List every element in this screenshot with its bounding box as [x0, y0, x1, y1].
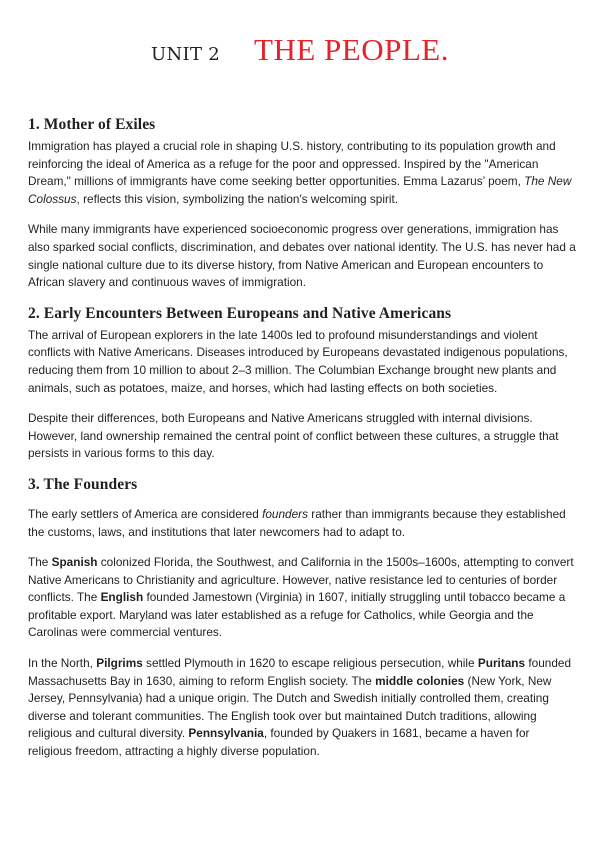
italic-title: The New Colossus [28, 174, 572, 206]
unit-label: UNIT 2 [151, 44, 221, 65]
bold-term: Puritans [477, 656, 526, 671]
bold-term: middle colonies [375, 673, 465, 688]
text-run: The early settlers of America are considered [28, 506, 263, 521]
italic-term: founders [262, 506, 308, 521]
document-body [28, 116, 576, 774]
text-run: The [28, 555, 52, 570]
section-title: 1. Mother of Exiles [28, 116, 156, 133]
text-run: settled Plymouth in 1620 to escape religious persecution, while [142, 656, 478, 671]
bold-term: Spanish [51, 555, 98, 570]
section-title: 2. Early Encounters Between Europeans and Native Americans [28, 304, 452, 322]
paragraph: The arrival of European explorers in the late 1400s led to profound misunderstandings and violent conflicts with Native Americans. Diseases introduced by Europeans devastated indigenous populations, reducing them from 10 million to about 2–3 million. The Columbian Exchange brought new plants and animals, such as potatoes, maize, and horses, which had lasting effects on both societies. [28, 327, 568, 395]
text-run: In the North, [28, 656, 97, 671]
unit-title: THE PEOPLE. [254, 32, 449, 67]
paragraph [28, 655, 576, 761]
text-run: , founded by Quakers in 1681, became a haven for religious freedom, attracting a highly diverse population. [28, 726, 530, 759]
text-run: Immigration has played a crucial role in shaping U.S. history, contributing to its population growth and reinforcing the ideal of America as a refuge for the poor and oppressed. Inspired by the "American Dream," millions of immigrants have come seeking better opportunities. Emma Lazarus’ poem, [28, 139, 556, 189]
text-run: founded Jamestown (Virginia) in 1607, initially struggling until tobacco became a profitable export. Maryland was later established as a refuge for Catholics, while Georgia and the Carolinas were commercial ventures. [28, 590, 566, 640]
bold-term: English [100, 590, 144, 605]
section-early-encounters [28, 305, 576, 463]
text-run: , reflects this vision, symbolizing the nation's welcoming spirit. [76, 191, 399, 206]
paragraph [28, 138, 576, 208]
bold-term: Pennsylvania [188, 726, 264, 741]
paragraph: While many immigrants have experienced socioeconomic progress over generations, immigration has also sparked social conflicts, discrimination, and debates over national identity. The U.S. has never had a single national culture due to its diverse history, from Native American and European encounters to African slavery and continuous waves of immigration. [28, 222, 576, 290]
bold-term: Pilgrims [96, 656, 143, 671]
section-mother-of-exiles [28, 116, 576, 292]
paragraph [28, 506, 576, 541]
text-run: (New York, New Jersey, Pennsylvania) had a unique origin. The Dutch and Swedish initially controlled them, creating diverse and tolerant communities. The English took over but maintained Dutch traditions, allowing religious and cultural diversity. [28, 673, 552, 741]
text-run: founded Massachusetts Bay in 1630, aiming to reform English society. The [28, 656, 571, 688]
text-run: rather than immigrants because they established the customs, laws, and institutions that later newcomers had to adapt to. [28, 506, 566, 539]
section-title: 3. The Founders [28, 475, 138, 493]
page-header [0, 32, 600, 68]
section-the-founders [28, 476, 576, 761]
text-run: colonized Florida, the Southwest, and California in the 1500s–1600s, attempting to convert Native Americans to Christianity and agriculture. However, native resistance led to centuries of border conflicts. The [28, 555, 574, 605]
paragraph [28, 554, 576, 642]
paragraph: Despite their differences, both Europeans and Native Americans struggled with internal divisions. However, land ownership remained the central point of conflict between these cultures, a struggle that persists in various forms to this day. [28, 411, 559, 461]
